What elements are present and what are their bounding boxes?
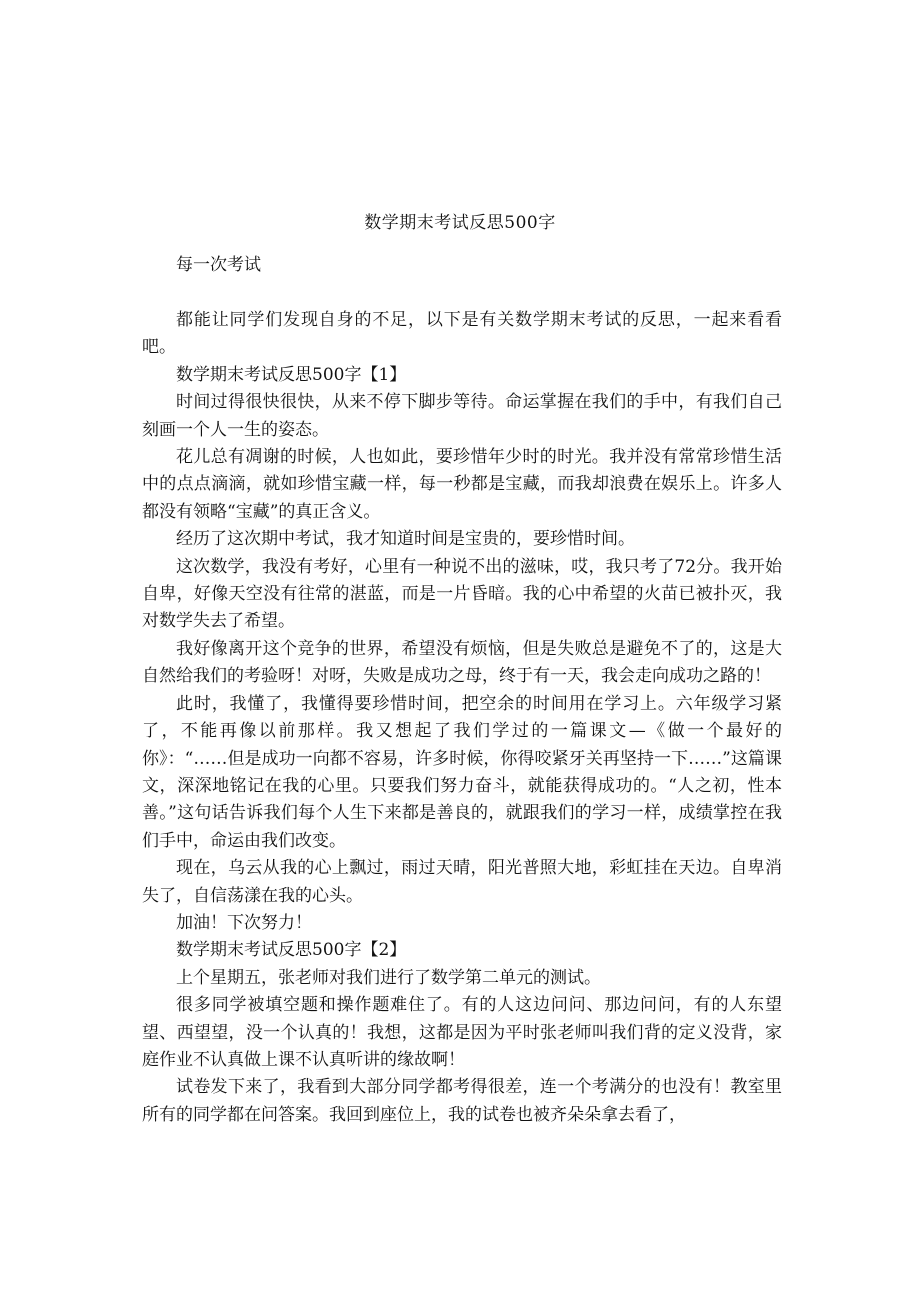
section-heading-1: 数学期末考试反思500字【1】 bbox=[176, 364, 407, 385]
paragraph: 此时，我懂了，我懂得要珍惜时间，把空余的时间用在学习上。六年级学习紧了，不能再像以前那样。我又想起了我们学过的一篇课文—《做一个最好的你》：“……但是成功一向都不容易，许多时候，你得咬紧牙关再坚持一下……”这篇课文，深深地铭记在我的心里。只要我们努力奋斗，就能获得成功的。“人之初，性本善。”这句话告诉我们每个人生下来都是善良的，就跟我们的学习一样，成绩掌控在我们手中，命运由我们改变。 bbox=[142, 693, 782, 851]
paragraph: 花儿总有凋谢的时候，人也如此，要珍惜年少时的时光。我并没有常常珍惜生活中的点点滴滴，就如珍惜宝藏一样，每一秒都是宝藏，而我却浪费在娱乐上。许多人都没有领略“宝藏”的真正含义。 bbox=[142, 447, 782, 522]
paragraph: 试卷发下来了，我看到大部分同学都考得很差，连一个考满分的也没有！教室里所有的同学都在问答案。我回到座位上，我的试卷也被齐朵朵拿去看了， bbox=[142, 1077, 782, 1125]
document-body bbox=[142, 307, 782, 1129]
paragraph: 经历了这次期中考试，我才知道时间是宝贵的，要珍惜时间。 bbox=[176, 529, 635, 550]
intro-heading: 每一次考试 bbox=[176, 255, 261, 275]
paragraph: 现在，乌云从我的心上飘过，雨过天晴，阳光普照大地，彩虹挂在天边。自卑消失了，自信荡漾在我的心头。 bbox=[142, 858, 782, 906]
paragraph: 上个星期五，张老师对我们进行了数学第二单元的测试。 bbox=[176, 967, 601, 988]
paragraph: 都能让同学们发现自身的不足，以下是有关数学期末考试的反思，一起来看看吧。 bbox=[142, 310, 782, 358]
paragraph: 加油！下次努力！ bbox=[176, 912, 312, 933]
section-heading-2: 数学期末考试反思500字【2】 bbox=[176, 940, 407, 961]
paragraph: 时间过得很快很快，从来不停下脚步等待。命运掌握在我们的手中，有我们自己刻画一个人一生的姿态。 bbox=[142, 392, 782, 440]
paragraph: 这次数学，我没有考好，心里有一种说不出的滋味，哎，我只考了72分。我开始自卑，好像天空没有往常的湛蓝，而是一片昏暗。我的心中希望的火苗已被扑灭，我对数学失去了希望。 bbox=[142, 556, 782, 632]
paragraph: 我好像离开这个竞争的世界，希望没有烦恼，但是失败总是避免不了的，这是大自然给我们的考验呀！对呀，失败是成功之母，终于有一天，我会走向成功之路的！ bbox=[142, 638, 782, 687]
document-title: 数学期末考试反思500字 bbox=[364, 213, 556, 233]
paragraph: 很多同学被填空题和操作题难住了。有的人这边问问、那边问问，有的人东望望、西望望，没一个认真的！我想，这都是因为平时张老师叫我们背的定义没背，家庭作业不认真做上课不认真听讲的缘故啊！ bbox=[142, 995, 782, 1070]
